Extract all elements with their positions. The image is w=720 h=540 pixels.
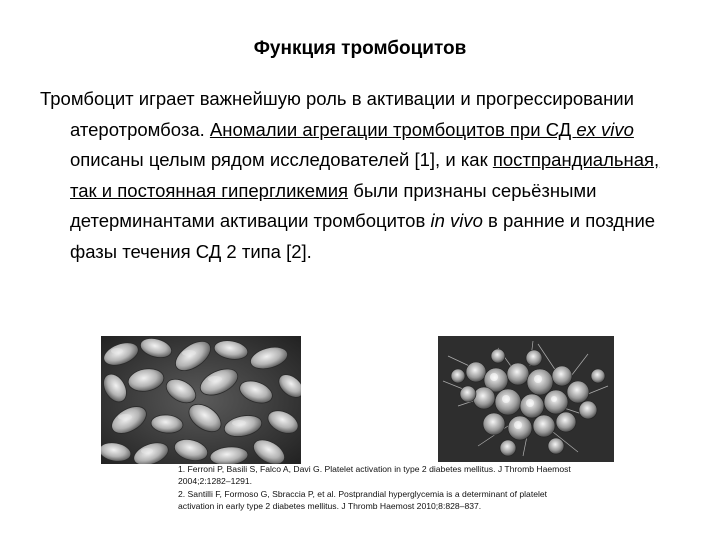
body-italic-2: in vivo [430,210,483,231]
body-text-2: описаны целым рядом исследователей [1], и как [70,149,493,170]
reference-line: 1. Ferroni P, Basili S, Falco A, Davi G. Platelet activation in type 2 diabetes mellitus. J Thromb Haemost [178,464,571,474]
micrograph-right-image [438,336,614,462]
platelet-micrograph-right [438,336,614,462]
body-italic-1: ex vivo [576,118,634,140]
body-underline-1-text: Аномалии агрегации тромбоцитов при СД [209,118,577,140]
reference-line: 2004;2:1282–1291. [178,476,253,487]
micrograph-left-image [101,336,301,464]
body-text-3: были признаны серьёзными детерминантами активации тромбоцитов [70,179,597,231]
body-underline-1 [210,119,634,140]
reference-line: activation in early type 2 diabetes mellitus. J Thromb Haemost 2010;8:828–837. [178,501,482,512]
slide-title: Функция тромбоцитов [253,38,467,59]
body-underline-2: постпрандиальная, так и постоянная гипергликемия [70,149,660,201]
references [178,463,708,513]
body-text-1: Тромбоцит играет важнейшую роль в активации и прогрессировании атеротромбоза. [40,88,634,140]
platelet-micrograph-left [101,336,301,464]
reference-line: 2. Santilli F, Formoso G, Sbraccia P, et al. Postprandial hyperglycemia is a determinant of platelet [178,488,548,499]
slide-body [40,84,680,267]
body-text-4: в ранние и поздние фазы течения СД 2 типа [2]. [70,210,656,262]
body-paragraph [40,84,680,267]
